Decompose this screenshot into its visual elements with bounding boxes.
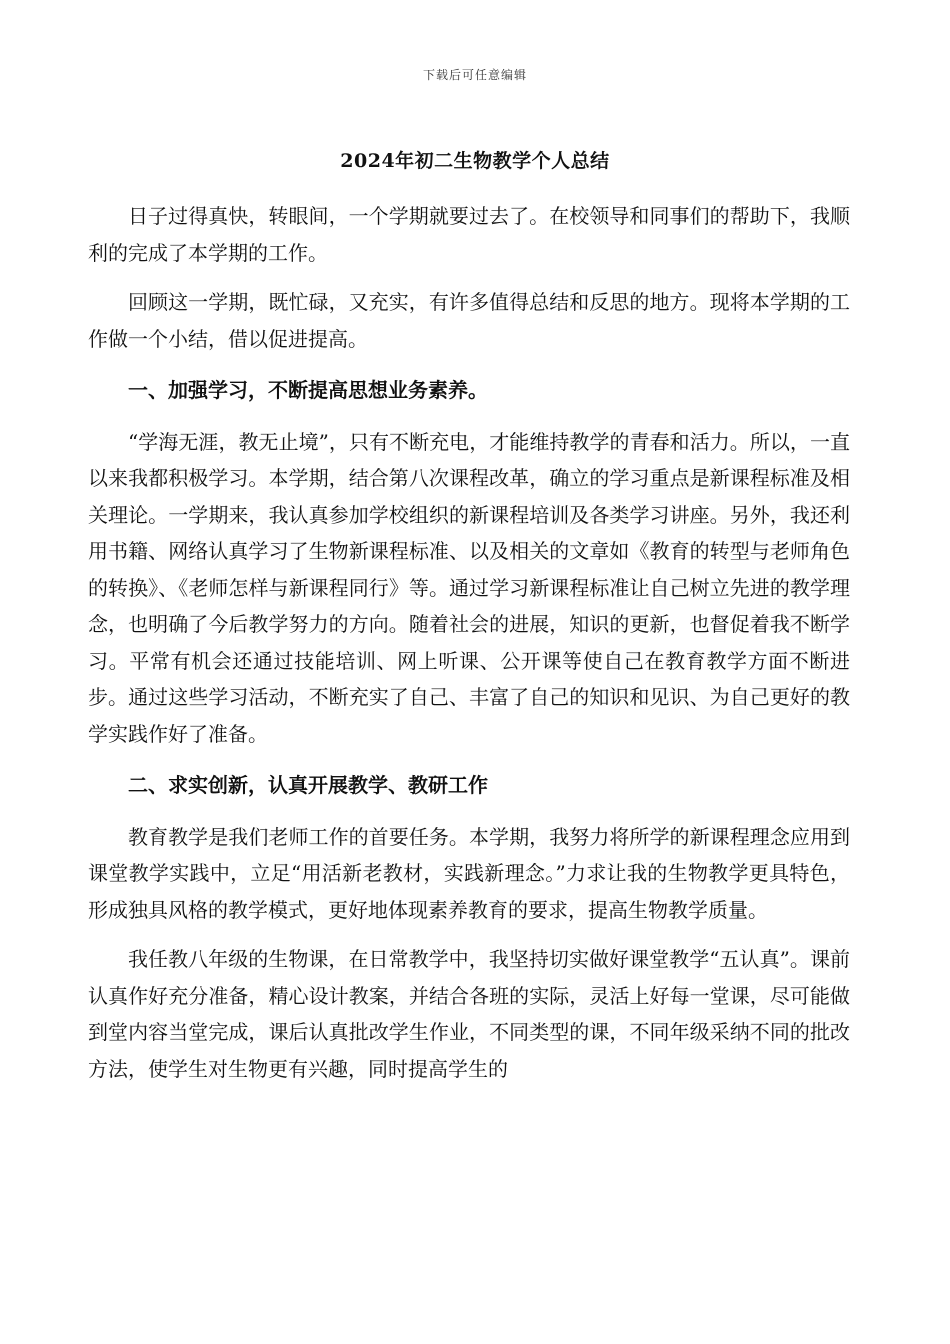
paragraph-teaching: 教育教学是我们老师工作的首要任务。本学期，我努力将所学的新课程理念应用到课堂教学实践中，立足“用活新老教材，实践新理念。”力求让我的生物教学更具特色，形成独具风格的教学模式，更好地体现素养教育的要求，提高生物教学质量。 — [88, 824, 850, 922]
paragraph-intro: 日子过得真快，转眼间，一个学期就要过去了。在校领导和同事们的帮助下，我顺利的完成了本学期的工作。 — [88, 204, 850, 265]
paragraph-review: 回顾这一学期，既忙碌，又充实，有许多值得总结和反思的地方。现将本学期的工作做一个小结，借以促进提高。 — [88, 290, 850, 351]
paragraph-learning: “学海无涯，教无止境”，只有不断充电，才能维持教学的青春和活力。所以，一直以来我都积极学习。本学期，结合第八次课程改革，确立的学习重点是新课程标准及相关理论。一学期来，我认真参加学校组织的新课程培训及各类学习讲座。另外，我还利用书籍、网络认真学习了生物新课程标准、以及相关的文章如《教育的转型与老师角色的转换》、《老师怎样与新课程同行》等。通过学习新课程标准让自己树立先进的教学理念，也明确了今后教学努力的方向。随着社会的进展，知识的更新，也督促着我不断学习。平常有机会还通过技能培训、网上听课、公开课等使自己在教育教学方面不断进步。通过这些学习活动，不断充实了自己、丰富了自己的知识和见识、为自己更好的教学实践作好了准备。 — [88, 429, 850, 746]
paragraph-classroom: 我任教八年级的生物课，在日常教学中，我坚持切实做好课堂教学“五认真”。课前认真作好充分准备，精心设计教案，并结合各班的实际，灵活上好每一堂课，尽可能做到堂内容当堂完成，课后认真批改学生作业，不同类型的课，不同年级采纳不同的批改方法，使学生对生物更有兴趣，同时提高学生的 — [88, 947, 850, 1081]
document-body — [88, 198, 850, 1087]
document-title: 2024年初二生物教学个人总结 — [340, 150, 610, 172]
section-heading-2: 二、求实创新，认真开展教学、教研工作 — [128, 773, 488, 797]
section-heading-1: 一、加强学习，不断提高思想业务素养。 — [128, 378, 488, 402]
header-note: 下载后可任意编辑 — [422, 68, 527, 82]
